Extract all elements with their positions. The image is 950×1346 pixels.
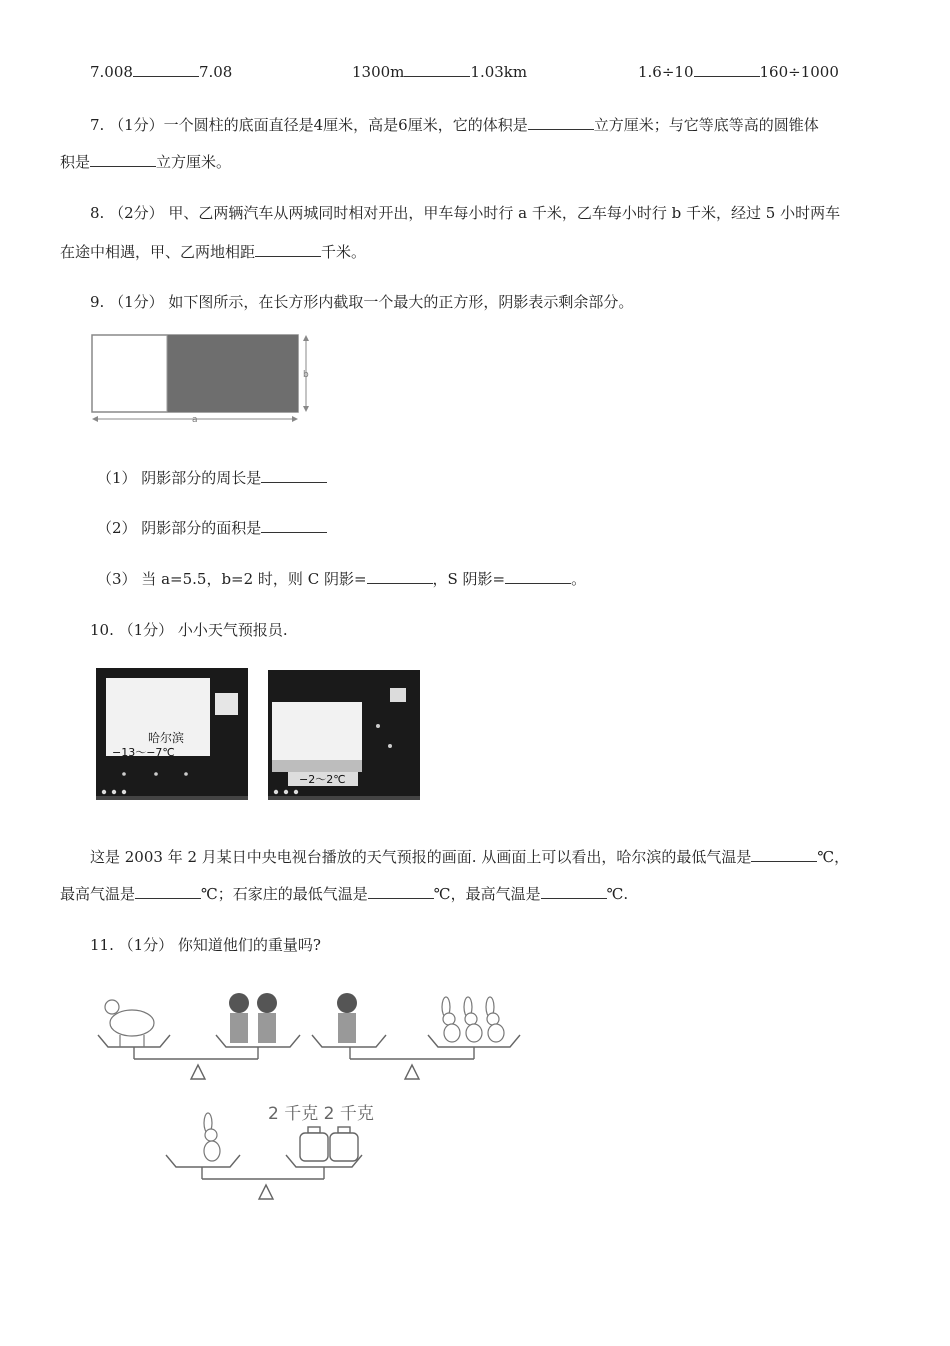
answer-blank[interactable] (90, 152, 156, 167)
compare-item-a (90, 62, 232, 81)
q10-text: ℃， (817, 848, 850, 866)
compare-a-right: 7.08 (198, 63, 233, 81)
weight-icon (300, 1127, 328, 1161)
q10-text: 最高气温是 (60, 885, 136, 903)
answer-blank[interactable] (368, 884, 434, 899)
q7-line1 (90, 114, 819, 135)
answer-blank[interactable] (133, 62, 199, 77)
label-b: b (303, 370, 309, 380)
dot-icon (154, 772, 158, 776)
fulcrum-icon (259, 1185, 273, 1199)
dot-icon (284, 790, 288, 794)
q8-line1: 8. （2分） 甲、乙两辆汽车从两城同时相对开出，甲车每小时行 a 千米，乙车每小时行 b 千米，经过 5 小时两车 (90, 204, 841, 222)
q9-sub1 (97, 467, 327, 488)
arrow-up-icon (303, 335, 309, 341)
dot-icon (274, 790, 278, 794)
tv-harbin (96, 668, 248, 800)
rabbit-icon (442, 997, 460, 1042)
city-label: 哈尔滨 (148, 731, 185, 745)
arrow-down-icon (303, 406, 309, 412)
compare-b-left: 1300m (352, 63, 405, 81)
q8-text: 在途中相遇，甲、乙两地相距 (60, 243, 256, 261)
q10-stem: 10. （1分） 小小天气预报员. (90, 621, 288, 639)
temperature-label: −13～−7℃ (112, 746, 175, 759)
tv-skyline (272, 760, 362, 772)
dot-icon (376, 724, 380, 728)
answer-blank[interactable] (255, 242, 321, 257)
compare-b-right: 1.03km (470, 63, 528, 81)
dot-icon (122, 790, 126, 794)
dot-icon (294, 790, 298, 794)
answer-blank[interactable] (135, 884, 201, 899)
tv-shijiazhuang (268, 670, 420, 800)
answer-blank[interactable] (541, 884, 607, 899)
q8-line2 (60, 241, 366, 262)
q9-sub-text: （3） 当 a=5.5，b=2 时，则 C 阴影= (97, 570, 367, 588)
girl-icon (337, 993, 357, 1043)
compare-c-right: 160÷1000 (759, 63, 839, 81)
pan-left (98, 1035, 170, 1047)
answer-blank[interactable] (367, 569, 433, 584)
shaded-region (167, 335, 298, 412)
scale-sheep-vs-girls (98, 993, 300, 1079)
answer-blank[interactable] (505, 569, 571, 584)
q9-stem: 9. （1分） 如下图所示，在长方形内截取一个最大的正方形，阴影表示剩余部分。 (90, 293, 634, 311)
rabbit-icon (464, 997, 482, 1042)
answer-blank[interactable] (404, 62, 470, 77)
girl-icon (229, 993, 249, 1043)
balance-scales-figure (94, 985, 534, 1207)
q10-text: ℃，最高气温是 (433, 885, 541, 903)
fulcrum-icon (191, 1065, 205, 1079)
q7-text: 立方厘米。 (156, 153, 232, 171)
q10-text: ℃. (606, 885, 629, 903)
q8-text: 千米。 (321, 243, 367, 261)
q10-text: ℃；石家庄的最低气温是 (201, 885, 368, 903)
compare-item-b (352, 62, 527, 81)
q9-sub-text: （2） 阴影部分的面积是 (97, 519, 262, 537)
compare-item-c (638, 62, 839, 81)
answer-blank[interactable] (528, 115, 594, 130)
answer-blank[interactable] (694, 62, 760, 77)
dot-icon (388, 744, 392, 748)
q9-sub-text: ，S 阴影= (432, 570, 506, 588)
temperature-label: −2～2℃ (299, 773, 346, 786)
dot-icon (184, 772, 188, 776)
q9-sub-text: （1） 阴影部分的周长是 (97, 469, 262, 487)
weight-icon (330, 1127, 358, 1161)
weather-tv-figure (94, 666, 426, 802)
pan-left (166, 1155, 240, 1167)
q10-text: 这是 2003 年 2 月某日中央电视台播放的天气预报的画面. 从画面上可以看出，哈尔滨的最低气温是 (90, 848, 752, 866)
scale-rabbit-vs-weights (166, 1104, 374, 1199)
dot-icon (122, 772, 126, 776)
rabbit-icon (204, 1113, 220, 1161)
tv-inset (215, 693, 238, 715)
dot-icon (112, 790, 116, 794)
tv-inset (390, 688, 406, 702)
answer-blank[interactable] (261, 518, 327, 533)
label-a: a (192, 415, 198, 424)
q7-text: 积是 (60, 153, 91, 171)
dot-icon (102, 790, 106, 794)
tv-stand (268, 796, 420, 800)
q11-stem: 11. （1分） 你知道他们的重量吗? (90, 936, 321, 954)
arrow-right-icon (292, 416, 298, 422)
fulcrum-icon (405, 1065, 419, 1079)
scale-girl-vs-rabbits (312, 993, 520, 1079)
arrow-left-icon (92, 416, 98, 422)
rabbit-icon (486, 997, 504, 1042)
tv-stand (96, 796, 248, 800)
answer-blank[interactable] (751, 847, 817, 862)
compare-c-left: 1.6÷10 (638, 63, 694, 81)
q10-para-line1 (90, 846, 849, 867)
girl-icon (257, 993, 277, 1043)
q9-sub3 (97, 568, 586, 589)
weight-label: 2 千克 2 千克 (268, 1104, 374, 1124)
q10-para-line2 (60, 883, 628, 904)
answer-blank[interactable] (261, 468, 327, 483)
q7-text: 立方厘米；与它等底等高的圆锥体 (593, 116, 819, 134)
q7-text: 7. （1分）一个圆柱的底面直径是4厘米，高是6厘米，它的体积是 (90, 116, 528, 134)
q9-sub-text: 。 (571, 570, 587, 588)
compare-a-left: 7.008 (90, 63, 133, 81)
q9-sub2 (97, 517, 327, 538)
rectangle-square-figure (90, 332, 320, 424)
q7-line2 (60, 151, 231, 172)
sheep-icon (105, 1000, 154, 1047)
